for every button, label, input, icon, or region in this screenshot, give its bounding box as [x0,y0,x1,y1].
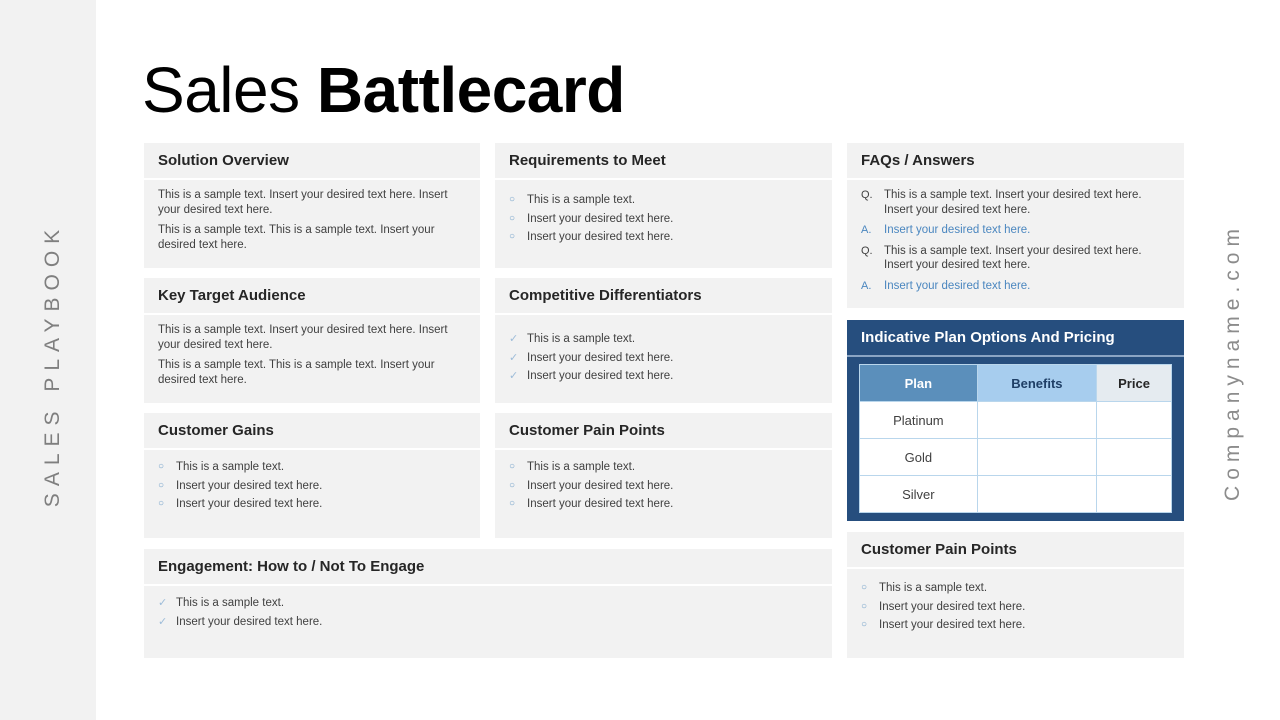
column-header-price: Price [1097,365,1172,402]
list-item: ○ Insert your desired text here. [509,210,818,229]
list-item: ○ Insert your desired text here. [509,477,818,496]
checkmark-icon: ✓ [509,351,519,364]
list-item: ○ Insert your desired text here. [509,495,818,514]
customer-gains-card [144,413,480,538]
list-item: ○ This is a sample text. [861,579,1170,598]
list-item: ✓ Insert your desired text here. [158,613,818,632]
circle-bullet-icon: ○ [158,461,165,472]
side-label-left: SALES PLAYBOOK [41,222,64,508]
paragraph: This is a sample text. This is a sample text. Insert your desired text here. [158,359,435,386]
card-heading: Requirements to Meet [495,143,832,180]
card-heading: Key Target Audience [144,278,480,315]
list-item: ✓ This is a sample text. [158,594,818,613]
circle-bullet-icon: ○ [509,461,516,472]
circle-bullet-icon: ○ [158,498,165,510]
list-item: ○ Insert your desired text here. [158,477,466,496]
list-item: ○ This is a sample text. [158,458,466,477]
paragraph: This is a sample text. This is a sample text. Insert your desired text here. [158,224,435,251]
checkmark-icon: ✓ [158,597,168,609]
table-row [860,439,1172,476]
circle-bullet-icon: ○ [509,194,516,205]
card-heading: FAQs / Answers [847,143,1184,180]
circle-bullet-icon: ○ [509,498,516,510]
list-item: ○ This is a sample text. [509,191,818,210]
list-item: ✓ Insert your desired text here. [509,349,818,368]
list-item: ✓ This is a sample text. [509,330,818,349]
checkmark-icon: ✓ [509,333,519,345]
card-heading: Solution Overview [144,143,480,180]
table-row [860,402,1172,439]
card-heading: Engagement: How to / Not To Engage [144,549,832,586]
circle-bullet-icon: ○ [158,479,165,491]
faq-question: Q. This is a sample text. Insert your desired text here. Insert your desired text here. [861,244,1142,271]
plan-cell: Gold [860,439,978,476]
card-heading: Customer Pain Points [495,413,832,450]
list-item: ✓ Insert your desired text here. [509,367,818,386]
column-header-benefits: Benefits [977,365,1096,402]
faq-answer: A. Insert your desired text here. [861,279,1031,292]
list-item: ○ Insert your desired text here. [861,616,1170,635]
plan-cell: Silver [860,476,978,513]
checkmark-icon: ✓ [158,615,168,628]
card-heading: Competitive Differentiators [495,278,832,315]
side-label-right: Companyname.com [1221,223,1244,501]
price-cell [1097,402,1172,439]
paragraph: This is a sample text. Insert your desired text here. Insert your desired text here. [158,189,448,216]
plan-cell: Platinum [860,402,978,439]
solution-overview-card [144,143,480,268]
circle-bullet-icon: ○ [861,619,868,631]
list-item: ○ Insert your desired text here. [509,228,818,247]
circle-bullet-icon: ○ [509,479,516,491]
circle-bullet-icon: ○ [509,212,516,224]
card-heading: Customer Pain Points [847,532,1184,569]
title-bold: Battlecard [316,54,625,126]
pricing-panel [847,320,1184,521]
engagement-card [144,549,832,658]
benefits-cell [977,439,1096,476]
price-cell [1097,476,1172,513]
pricing-heading: Indicative Plan Options And Pricing [847,320,1184,357]
key-target-audience-card [144,278,480,403]
paragraph: This is a sample text. Insert your desired text here. Insert your desired text here. [158,324,448,351]
pricing-table [859,364,1172,513]
benefits-cell [977,402,1096,439]
column-header-plan: Plan [860,365,978,402]
checkmark-icon: ✓ [509,370,519,383]
list-item: ○ Insert your desired text here. [158,495,466,514]
competitive-differentiators-card [495,278,832,403]
circle-bullet-icon: ○ [509,231,516,243]
faq-question: Q. This is a sample text. Insert your desired text here. Insert your desired text here. [861,189,1142,216]
customer-pain-points-card [495,413,832,538]
faqs-card [847,143,1184,308]
price-cell [1097,439,1172,476]
list-item: ○ This is a sample text. [509,458,818,477]
circle-bullet-icon: ○ [861,600,868,612]
table-row [860,476,1172,513]
customer-pain-points-card-right [847,532,1184,658]
benefits-cell [977,476,1096,513]
page-title [142,54,625,126]
title-light: Sales [142,54,317,126]
faq-answer: A. Insert your desired text here. [861,224,1031,236]
circle-bullet-icon: ○ [861,582,868,593]
card-heading: Customer Gains [144,413,480,450]
list-item: ○ Insert your desired text here. [861,598,1170,617]
requirements-card [495,143,832,268]
